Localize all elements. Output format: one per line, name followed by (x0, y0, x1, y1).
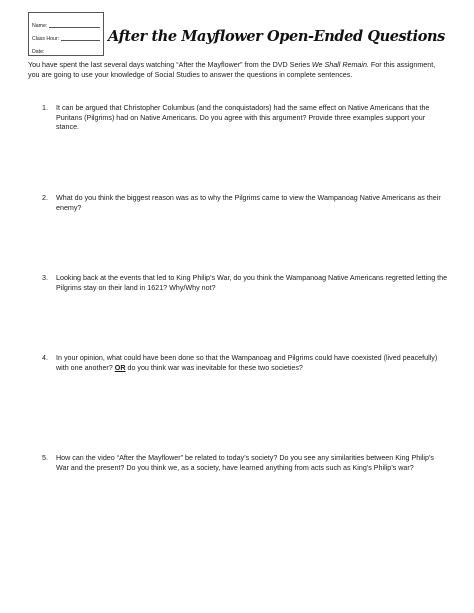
intro-text-start: You have spent the last several days watching “After the Mayflower” from the DVD Series (28, 61, 312, 69)
name-label: Name: (32, 23, 48, 29)
question-text: Looking back at the events that led to King Philip’s War, do you think the Wampanoag Native Americans regretted letting the Pilgrims stay on their land in 1621? Why/Why not? (56, 274, 448, 292)
worksheet-title: After the Mayflower Open-Ended Questions (108, 28, 445, 45)
question-text: It can be argued that Christopher Columbus (and the conquistadors) had the same effect on Native Americans that the Puritans (Pilgrims) had on Native Americans. Do you agree with this argument? Provide three examples support your stance. (56, 104, 430, 131)
question-number: 4. (42, 354, 48, 362)
question-text (56, 354, 448, 373)
question-number: 1. (42, 104, 48, 112)
question-number: 2. (42, 194, 48, 202)
question-text: How can the video “After the Mayflower” be related to today’s society? Do you see any similarities between King Philip’s War and the present? Do you think we, as a society, have learned anything from acts such as King’s Philip’s war? (56, 454, 434, 472)
class-hour-blank[interactable] (61, 40, 100, 41)
class-hour-line (32, 29, 100, 42)
question-4 (42, 354, 448, 373)
question-3 (42, 274, 448, 293)
question-5 (42, 454, 448, 473)
date-label: Date: (32, 49, 45, 55)
question-text-start: In your opinion, what could have been done so that the Wampanoag and Pilgrims could have coexisted (lived peacefully) with one another? (56, 354, 438, 372)
intro-text-end: For this assignment, you are going to use your knowledge of Social Studies to answer the questions in complete sentences. (28, 61, 436, 79)
or-emphasis: OR (114, 363, 126, 372)
class-hour-label: Class Hour: (32, 36, 60, 42)
intro-paragraph (28, 61, 446, 80)
series-name: We Shall Remain. (311, 61, 369, 69)
question-text: What do you think the biggest reason was as to why the Pilgrims came to view the Wampanoag Native Americans as their enemy? (56, 194, 441, 212)
question-2 (42, 194, 448, 213)
question-number: 5. (42, 454, 48, 462)
name-line (32, 16, 100, 29)
name-blank[interactable] (49, 27, 100, 28)
question-text-end: do you think war was inevitable for these two societies? (125, 363, 303, 372)
student-info-box (28, 12, 104, 56)
date-line (32, 42, 100, 55)
question-1 (42, 104, 448, 133)
question-number: 3. (42, 274, 48, 282)
